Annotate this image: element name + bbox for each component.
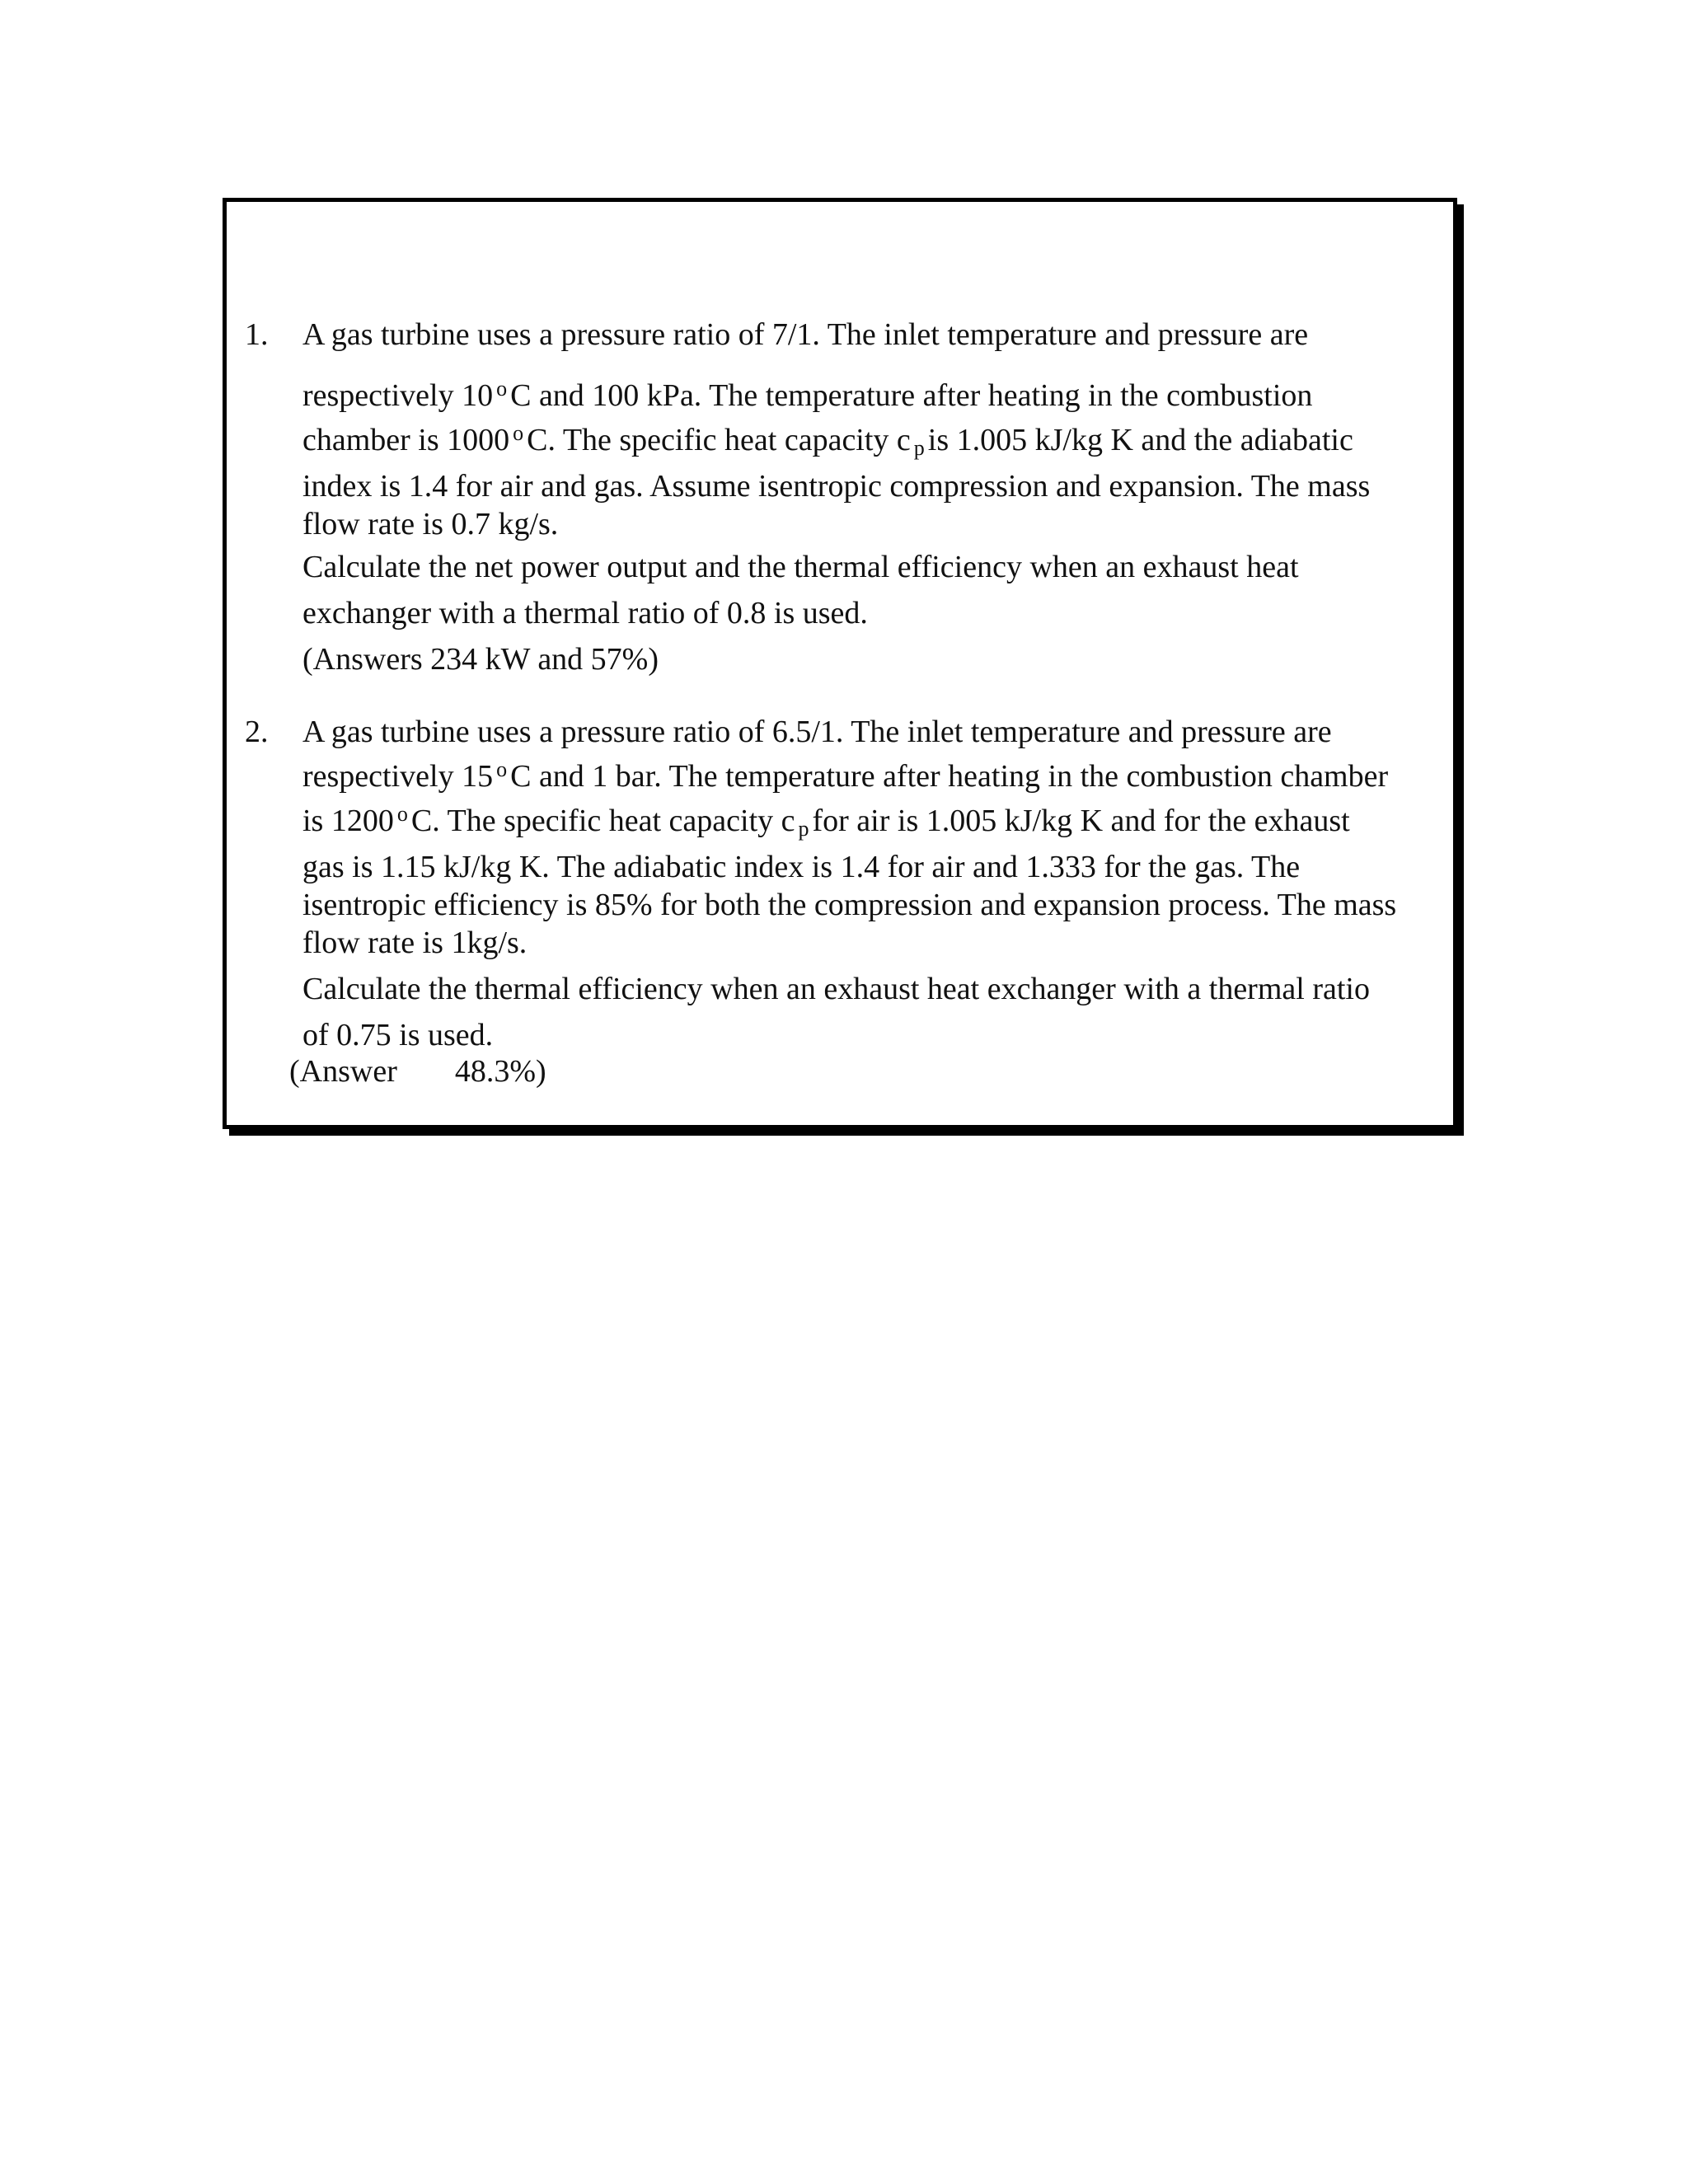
degree-symbol: o <box>496 757 508 781</box>
question-text <box>302 713 1445 1071</box>
text-line: Calculate the thermal efficiency when an exhaust heat exchanger with a thermal ratio <box>302 972 1370 1006</box>
text-line: chamber is 1000 $^o$ C. The specific heat capacity c $_p$ is 1.005 kJ/kg K and the adiabatic <box>302 421 1353 460</box>
degree-symbol: o <box>396 802 408 826</box>
text-line: index is 1.4 for air and gas. Assume isentropic compression and expansion. The mass <box>302 469 1371 504</box>
text-line: of 0.75 is used. <box>302 1018 494 1052</box>
subscript-p: p <box>913 436 925 460</box>
answer-line: (Answer 48.3%) <box>289 1054 546 1089</box>
answer-line: (Answers 234 kW and 57%) <box>302 642 659 677</box>
question-number: 2. <box>245 715 269 749</box>
text-line: Calculate the net power output and the thermal efficiency when an exhaust heat <box>302 550 1299 584</box>
text-line: gas is 1.15 kJ/kg K. The adiabatic index is 1.4 for air and 1.333 for the gas. The <box>302 850 1301 884</box>
question-text <box>302 316 1445 678</box>
text-line: flow rate is 1kg/s. <box>302 926 528 960</box>
text-line: A gas turbine uses a pressure ratio of 7/1. The inlet temperature and pressure are <box>302 317 1309 352</box>
text-line: respectively 15 $^o$ C and 1 bar. The temperature after heating in the combustion chamber <box>302 757 1389 794</box>
text-line: is 1200 $^o$ C. The specific heat capacity c $_p$ for air is 1.005 kJ/kg K and for the exhaust <box>302 802 1350 841</box>
text-line: flow rate is 0.7 kg/s. <box>302 507 559 541</box>
degree-symbol: o <box>513 421 524 445</box>
problem-box <box>223 198 1457 1129</box>
text-line: A gas turbine uses a pressure ratio of 6.5/1. The inlet temperature and pressure are <box>302 715 1332 749</box>
text-line: exchanger with a thermal ratio of 0.8 is used. <box>302 596 868 630</box>
text-line: isentropic efficiency is 85% for both the compression and expansion process. The mass <box>302 888 1397 922</box>
subscript-p: p <box>798 817 809 841</box>
question-number: 1. <box>245 317 269 352</box>
degree-symbol: o <box>496 377 508 401</box>
text-line: respectively 10 $^o$ C and 100 kPa. The temperature after heating in the combustion <box>302 377 1313 413</box>
